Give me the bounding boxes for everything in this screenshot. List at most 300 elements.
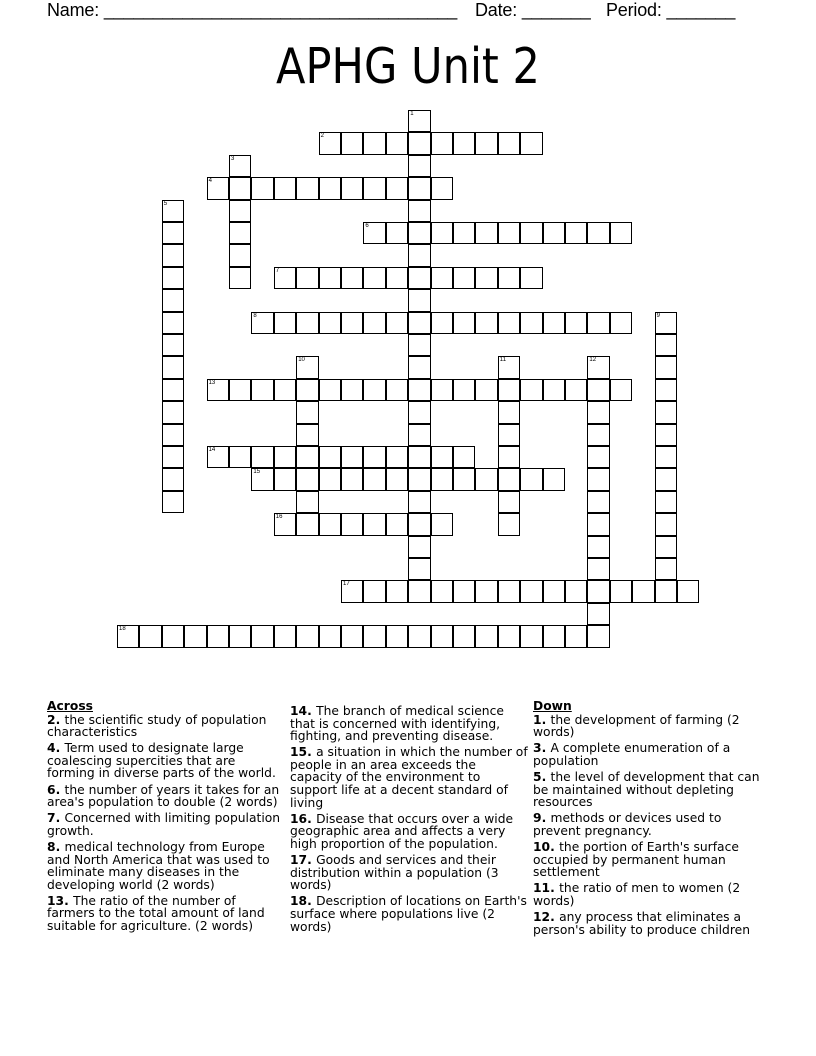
grid-cell[interactable]	[341, 625, 363, 647]
grid-cell[interactable]	[162, 334, 184, 356]
grid-cell[interactable]	[341, 580, 363, 602]
clue-text: The ratio of the number of farmers to the total amount of land suitable for agriculture. (2 words)	[47, 893, 265, 933]
grid-cell[interactable]	[162, 625, 184, 647]
grid-cell[interactable]	[587, 424, 609, 446]
grid-cell[interactable]	[319, 625, 341, 647]
grid-cell[interactable]	[229, 155, 251, 177]
grid-cell[interactable]	[453, 222, 475, 244]
clue-number: 11	[533, 881, 551, 896]
grid-cell[interactable]	[319, 312, 341, 334]
grid-cell[interactable]	[207, 625, 229, 647]
grid-cell[interactable]	[229, 222, 251, 244]
grid-cell[interactable]	[655, 446, 677, 468]
grid-cell[interactable]	[408, 491, 430, 513]
clue-text: the ratio of men to women (2 words)	[533, 881, 741, 908]
grid-cell[interactable]	[498, 356, 520, 378]
grid-cell[interactable]	[363, 625, 385, 647]
grid-cell[interactable]	[296, 401, 318, 423]
grid-cell[interactable]	[319, 513, 341, 535]
grid-cell[interactable]	[251, 446, 273, 468]
grid-cell[interactable]	[453, 446, 475, 468]
grid-cell[interactable]	[520, 312, 542, 334]
cell-number: 5	[163, 200, 168, 207]
grid-cell[interactable]	[587, 379, 609, 401]
grid-cell[interactable]	[431, 580, 453, 602]
grid-cell[interactable]	[408, 244, 430, 266]
grid-cell[interactable]	[431, 132, 453, 154]
clue-number: 13	[47, 893, 65, 908]
grid-cell[interactable]	[587, 401, 609, 423]
clue-text: Concerned with limiting population growth.	[47, 811, 281, 838]
grid-cell[interactable]	[587, 491, 609, 513]
grid-cell[interactable]	[587, 312, 609, 334]
grid-cell[interactable]	[319, 267, 341, 289]
grid-cell[interactable]	[341, 177, 363, 199]
grid-cell[interactable]	[520, 222, 542, 244]
grid-cell[interactable]	[408, 401, 430, 423]
grid-cell[interactable]	[274, 379, 296, 401]
date-label: Date:	[475, 0, 518, 20]
grid-cell[interactable]	[498, 379, 520, 401]
grid-cell[interactable]	[475, 379, 497, 401]
clue-text: any process that eliminates a person's ability to produce children	[533, 909, 750, 937]
grid-cell[interactable]	[162, 244, 184, 266]
grid-cell[interactable]	[610, 379, 632, 401]
cell-number: 12	[589, 357, 597, 364]
grid-cell[interactable]	[408, 424, 430, 446]
grid-cell[interactable]	[520, 580, 542, 602]
grid-cell[interactable]	[543, 222, 565, 244]
grid-cell[interactable]	[408, 289, 430, 311]
grid-cell[interactable]	[453, 580, 475, 602]
grid-cell[interactable]	[498, 401, 520, 423]
grid-cell[interactable]	[475, 580, 497, 602]
grid-cell[interactable]	[296, 513, 318, 535]
grid-cell[interactable]	[386, 580, 408, 602]
cell-number: 4	[208, 178, 212, 185]
grid-cell[interactable]	[408, 267, 430, 289]
clue-number: 7	[47, 811, 56, 826]
grid-cell[interactable]	[431, 625, 453, 647]
grid-cell[interactable]	[251, 312, 273, 334]
grid-cell[interactable]	[677, 580, 699, 602]
cell-number: 14	[208, 447, 216, 453]
grid-cell[interactable]	[475, 625, 497, 647]
grid-cell[interactable]	[162, 491, 184, 513]
grid-cell[interactable]	[319, 177, 341, 199]
grid-cell[interactable]	[251, 177, 273, 199]
grid-cell[interactable]	[498, 267, 520, 289]
grid-cell[interactable]	[587, 625, 609, 647]
grid-cell[interactable]	[274, 177, 296, 199]
grid-cell[interactable]	[296, 177, 318, 199]
clue-text: a situation in which the number of people in an area exceeds the capacity of the environment to support life at a decent standard of living	[290, 745, 528, 810]
clue-down-3: 3. A complete enumeration of a population	[533, 741, 731, 768]
grid-cell[interactable]	[408, 334, 430, 356]
grid-cell[interactable]	[655, 379, 677, 401]
grid-cell[interactable]	[363, 177, 385, 199]
cell-number: 8	[253, 312, 257, 319]
grid-cell[interactable]	[655, 558, 677, 580]
grid-cell[interactable]	[408, 446, 430, 468]
grid-cell[interactable]	[363, 267, 385, 289]
clue-across-8: 8. medical technology from Europe and North America that was used to eliminate many diseases in the developing world (2 words)	[47, 839, 270, 892]
date-field[interactable]	[475, 0, 591, 21]
grid-cell[interactable]	[162, 312, 184, 334]
grid-cell[interactable]	[229, 244, 251, 266]
clue-text: the development of farming (2 words)	[533, 712, 740, 740]
grid-cell[interactable]	[386, 379, 408, 401]
grid-cell[interactable]	[408, 356, 430, 378]
grid-cell[interactable]	[587, 580, 609, 602]
name-label: Name:	[47, 0, 100, 20]
clue-text: the number of years it takes for an area's population to double (2 words)	[47, 782, 280, 810]
grid-cell[interactable]	[453, 267, 475, 289]
grid-cell[interactable]	[363, 222, 385, 244]
grid-cell[interactable]	[565, 580, 587, 602]
grid-cell[interactable]	[453, 312, 475, 334]
grid-cell[interactable]	[274, 513, 296, 535]
clue-across-15: 15. a situation in which the number of people in an area exceeds the capacity of the environment to support life at a decent standard of living	[290, 745, 528, 810]
clue-text: Goods and services and their distribution within a population (3 words)	[290, 853, 499, 893]
grid-cell[interactable]	[498, 312, 520, 334]
grid-cell[interactable]	[296, 356, 318, 378]
grid-cell[interactable]	[498, 424, 520, 446]
grid-cell[interactable]	[498, 513, 520, 535]
clue-number: 17	[290, 853, 308, 868]
grid-cell[interactable]	[251, 468, 273, 490]
clue-number: 4	[47, 741, 56, 756]
grid-cell[interactable]	[251, 379, 273, 401]
grid-cell[interactable]	[386, 267, 408, 289]
grid-cell[interactable]	[162, 379, 184, 401]
grid-cell[interactable]	[655, 312, 677, 334]
grid-cell[interactable]	[587, 603, 609, 625]
grid-cell[interactable]	[274, 446, 296, 468]
grid-cell[interactable]	[408, 110, 430, 132]
cell-number: 16	[275, 514, 283, 521]
grid-cell[interactable]	[296, 468, 318, 490]
clue-across-13: 13. The ratio of the number of farmers to the total amount of land suitable for agriculture. (2 words)	[47, 893, 265, 933]
cell-number: 3	[231, 155, 235, 162]
grid-cell[interactable]	[543, 580, 565, 602]
cell-number: 15	[253, 469, 261, 476]
grid-cell[interactable]	[341, 468, 363, 490]
clue-across-18: 18. Description of locations on Earth's surface where populations live (2 words)	[290, 894, 527, 934]
grid-cell[interactable]	[319, 468, 341, 490]
clue-down-5: 5. the level of development that can be maintained without depleting resources	[533, 769, 760, 810]
grid-cell[interactable]	[319, 132, 341, 154]
grid-cell[interactable]	[408, 625, 430, 647]
name-line[interactable]: ____________________________________	[103, 0, 458, 20]
grid-cell[interactable]	[274, 625, 296, 647]
grid-cell[interactable]	[162, 356, 184, 378]
grid-cell[interactable]	[162, 401, 184, 423]
grid-cell[interactable]	[408, 468, 430, 490]
grid-cell[interactable]	[207, 446, 229, 468]
grid-cell[interactable]	[475, 468, 497, 490]
grid-cell[interactable]	[162, 267, 184, 289]
period-line[interactable]: _______	[666, 0, 736, 20]
grid-cell[interactable]	[565, 312, 587, 334]
grid-cell[interactable]	[453, 379, 475, 401]
clue-across-16: 16. Disease that occurs over a wide geographic area and affects a very high proportion of the population.	[290, 811, 514, 851]
grid-cell[interactable]	[655, 356, 677, 378]
grid-cell[interactable]	[610, 222, 632, 244]
clue-across-2: 2. the scientific study of population characteristics	[47, 712, 267, 740]
grid-cell[interactable]	[632, 580, 654, 602]
period-field[interactable]	[606, 0, 735, 21]
grid-cell[interactable]	[319, 446, 341, 468]
grid-cell[interactable]	[386, 132, 408, 154]
grid-cell[interactable]	[475, 267, 497, 289]
grid-cell[interactable]	[341, 267, 363, 289]
grid-cell[interactable]	[229, 177, 251, 199]
grid-cell[interactable]	[251, 625, 273, 647]
grid-cell[interactable]	[341, 446, 363, 468]
grid-cell[interactable]	[587, 468, 609, 490]
grid-cell[interactable]	[296, 625, 318, 647]
grid-cell[interactable]	[162, 424, 184, 446]
clue-text: the scientific study of population characteristics	[47, 712, 267, 740]
grid-cell[interactable]	[296, 446, 318, 468]
grid-cell[interactable]	[587, 446, 609, 468]
grid-cell[interactable]	[610, 580, 632, 602]
cell-number: 13	[208, 379, 216, 386]
grid-cell[interactable]	[431, 177, 453, 199]
grid-cell[interactable]	[296, 267, 318, 289]
grid-cell[interactable]	[184, 625, 206, 647]
grid-cell[interactable]	[498, 446, 520, 468]
grid-cell[interactable]	[363, 468, 385, 490]
clue-number: 16	[290, 811, 308, 826]
clue-text: Term used to designate large coalescing supercities that are forming in diverse parts of the world.	[47, 741, 276, 781]
grid-cell[interactable]	[431, 468, 453, 490]
clue-text: methods or devices used to prevent pregnancy.	[533, 811, 722, 838]
grid-cell[interactable]	[229, 625, 251, 647]
grid-cell[interactable]	[296, 491, 318, 513]
grid-cell[interactable]	[431, 446, 453, 468]
grid-cell[interactable]	[296, 379, 318, 401]
grid-cell[interactable]	[363, 580, 385, 602]
clue-number: 3	[533, 741, 542, 756]
clue-text: The branch of medical science that is concerned with identifying, fighting, and preventing disease.	[290, 704, 504, 744]
grid-cell[interactable]	[408, 513, 430, 535]
clue-text: Disease that occurs over a wide geographic area and affects a very high proportion of the population.	[290, 811, 514, 851]
across-heading: Across	[47, 699, 93, 713]
clue-number: 6	[47, 782, 56, 797]
cell-number: 10	[298, 357, 305, 364]
grid-cell[interactable]	[655, 580, 677, 602]
grid-cell[interactable]	[162, 200, 184, 222]
grid-cell[interactable]	[408, 312, 430, 334]
clue-across-4: 4. Term used to designate large coalescing supercities that are forming in diverse parts of the world.	[47, 741, 276, 781]
grid-cell[interactable]	[498, 491, 520, 513]
clue-text: medical technology from Europe and North America that was used to eliminate many diseases in the developing world (2 words)	[47, 839, 270, 892]
grid-cell[interactable]	[386, 312, 408, 334]
grid-cell[interactable]	[565, 222, 587, 244]
grid-cell[interactable]	[520, 267, 542, 289]
grid-cell[interactable]	[655, 401, 677, 423]
grid-cell[interactable]	[408, 132, 430, 154]
grid-cell[interactable]	[475, 312, 497, 334]
grid-cell[interactable]	[543, 312, 565, 334]
grid-cell[interactable]	[408, 200, 430, 222]
grid-cell[interactable]	[431, 513, 453, 535]
clue-across-6: 6. the number of years it takes for an area's population to double (2 words)	[47, 782, 280, 810]
grid-cell[interactable]	[386, 468, 408, 490]
across-clues	[47, 700, 285, 936]
grid-cell[interactable]	[498, 222, 520, 244]
grid-cell[interactable]	[229, 446, 251, 468]
clue-down-10: 10. the portion of Earth's surface occupied by permanent human settlement	[533, 839, 739, 880]
date-line[interactable]: _______	[521, 0, 591, 20]
grid-cell[interactable]	[565, 379, 587, 401]
clue-down-9: 9. methods or devices used to prevent pregnancy.	[533, 811, 722, 838]
grid-cell[interactable]	[610, 312, 632, 334]
grid-cell[interactable]	[587, 356, 609, 378]
grid-cell[interactable]	[453, 132, 475, 154]
grid-cell[interactable]	[341, 379, 363, 401]
grid-cell[interactable]	[498, 468, 520, 490]
grid-cell[interactable]	[520, 625, 542, 647]
grid-cell[interactable]	[207, 177, 229, 199]
grid-cell[interactable]	[408, 177, 430, 199]
grid-cell[interactable]	[587, 513, 609, 535]
grid-cell[interactable]	[274, 468, 296, 490]
grid-cell[interactable]	[475, 222, 497, 244]
grid-cell[interactable]	[363, 312, 385, 334]
grid-cell[interactable]	[498, 580, 520, 602]
grid-cell[interactable]	[386, 513, 408, 535]
clue-down-12: 12. any process that eliminates a person's ability to produce children	[533, 909, 750, 937]
clue-text: Description of locations on Earth's surface where populations live (2 words)	[290, 894, 527, 934]
clue-down-11: 11. the ratio of men to women (2 words)	[533, 881, 741, 908]
cell-number: 2	[320, 133, 324, 140]
grid-cell[interactable]	[431, 267, 453, 289]
down-clues	[533, 700, 771, 940]
down-heading: Down	[533, 699, 572, 713]
cell-number: 17	[343, 581, 350, 588]
page-title: APHG Unit 2	[276, 38, 540, 95]
cell-number: 11	[499, 357, 507, 364]
grid-cell[interactable]	[341, 513, 363, 535]
grid-cell[interactable]	[520, 468, 542, 490]
cell-number: 7	[275, 267, 280, 274]
grid-cell[interactable]	[587, 222, 609, 244]
grid-cell[interactable]	[453, 625, 475, 647]
grid-cell[interactable]	[162, 446, 184, 468]
grid-cell[interactable]	[453, 468, 475, 490]
grid-cell[interactable]	[207, 379, 229, 401]
grid-cell[interactable]	[543, 468, 565, 490]
clue-number: 14	[290, 704, 308, 718]
cell-number: 6	[365, 223, 369, 229]
grid-cell[interactable]	[408, 536, 430, 558]
clue-number: 9	[533, 811, 542, 826]
grid-cell[interactable]	[386, 446, 408, 468]
clue-across-14: 14. The branch of medical science that is concerned with identifying, fighting, and preventing disease.	[290, 704, 504, 744]
grid-cell[interactable]	[139, 625, 161, 647]
clue-text: the level of development that can be maintained without depleting resources	[533, 769, 760, 810]
grid-cell[interactable]	[498, 625, 520, 647]
grid-cell[interactable]	[655, 334, 677, 356]
grid-cell[interactable]	[520, 379, 542, 401]
grid-cell[interactable]	[162, 222, 184, 244]
grid-cell[interactable]	[363, 132, 385, 154]
grid-cell[interactable]	[565, 625, 587, 647]
grid-cell[interactable]	[655, 468, 677, 490]
grid-cell[interactable]	[408, 155, 430, 177]
grid-cell[interactable]	[408, 558, 430, 580]
grid-cell[interactable]	[408, 580, 430, 602]
grid-cell[interactable]	[655, 536, 677, 558]
clue-number: 8	[47, 839, 56, 854]
grid-cell[interactable]	[386, 625, 408, 647]
grid-cell[interactable]	[655, 491, 677, 513]
grid-cell[interactable]	[408, 379, 430, 401]
grid-cell[interactable]	[543, 379, 565, 401]
grid-cell[interactable]	[655, 513, 677, 535]
name-field[interactable]	[47, 0, 457, 21]
grid-cell[interactable]	[408, 222, 430, 244]
clue-number: 10	[533, 839, 551, 854]
grid-cell[interactable]	[229, 379, 251, 401]
clue-number: 12	[533, 909, 551, 924]
clue-number: 18	[290, 894, 308, 909]
cell-number: 9	[656, 312, 660, 319]
grid-cell[interactable]	[587, 558, 609, 580]
across-clues-continued	[290, 700, 528, 937]
grid-cell[interactable]	[587, 536, 609, 558]
grid-cell[interactable]	[431, 222, 453, 244]
period-label: Period:	[606, 0, 662, 20]
clue-number: 15	[290, 745, 308, 760]
grid-cell[interactable]	[296, 424, 318, 446]
cell-number: 18	[119, 626, 126, 633]
clue-down-1: 1. the development of farming (2 words)	[533, 712, 740, 740]
grid-cell[interactable]	[498, 132, 520, 154]
grid-cell[interactable]	[543, 625, 565, 647]
grid-cell[interactable]	[229, 267, 251, 289]
clue-text: A complete enumeration of a population	[533, 741, 731, 768]
grid-cell[interactable]	[341, 132, 363, 154]
grid-cell[interactable]	[363, 379, 385, 401]
clue-number: 5	[533, 769, 542, 784]
cell-number: 1	[410, 111, 414, 117]
clue-across-17: 17. Goods and services and their distribution within a population (3 words)	[290, 853, 499, 893]
grid-cell[interactable]	[431, 379, 453, 401]
grid-cell[interactable]	[655, 424, 677, 446]
grid-cell[interactable]	[431, 312, 453, 334]
clue-across-7: 7. Concerned with limiting population growth.	[47, 811, 281, 838]
grid-cell[interactable]	[117, 625, 139, 647]
grid-cell[interactable]	[363, 446, 385, 468]
grid-cell[interactable]	[386, 177, 408, 199]
grid-cell[interactable]	[520, 132, 542, 154]
grid-cell[interactable]	[386, 222, 408, 244]
grid-cell[interactable]	[162, 289, 184, 311]
grid-cell[interactable]	[229, 200, 251, 222]
grid-cell[interactable]	[475, 132, 497, 154]
grid-cell[interactable]	[363, 513, 385, 535]
grid-cell[interactable]	[341, 312, 363, 334]
grid-cell[interactable]	[319, 379, 341, 401]
grid-cell[interactable]	[296, 312, 318, 334]
grid-cell[interactable]	[274, 267, 296, 289]
grid-cell[interactable]	[162, 468, 184, 490]
grid-cell[interactable]	[274, 312, 296, 334]
